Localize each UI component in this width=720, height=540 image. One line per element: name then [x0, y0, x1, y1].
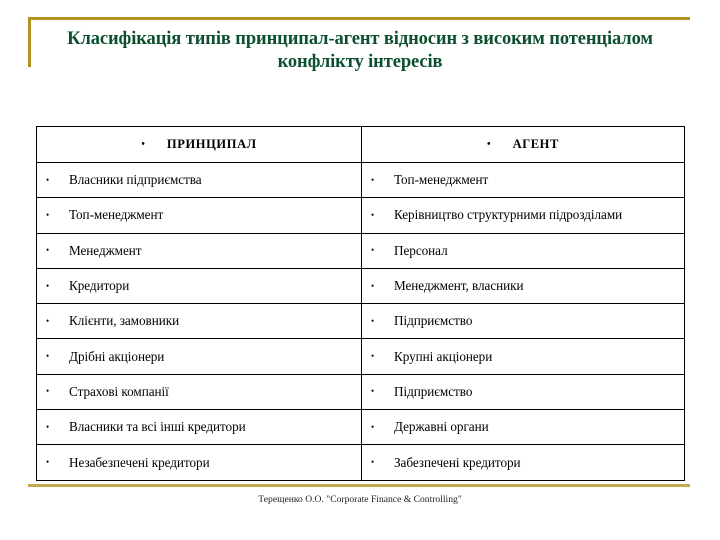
slide-title: Класифікація типів принципал-агент відносин з високим потенціалом конфлікту інтересів — [67, 29, 653, 72]
bullet-icon: • — [46, 174, 50, 185]
bullet-icon: • — [371, 315, 375, 326]
cell-agent-label: Підприємство — [394, 383, 473, 399]
column-header-principal — [37, 127, 362, 163]
bullet-icon: • — [46, 386, 50, 397]
column-header-agent — [362, 127, 685, 163]
cell-agent-label: Підприємство — [394, 313, 473, 329]
cell-agent-label: Топ-менеджмент — [394, 172, 489, 188]
table-row — [37, 163, 685, 198]
cell-principal-label: Страхові компанії — [69, 383, 169, 399]
decorative-rule-bottom — [28, 484, 690, 487]
cell-principal-label: Кредитори — [69, 278, 130, 294]
table-row — [37, 410, 685, 445]
cell-principal — [37, 268, 362, 303]
cell-principal-label: Незабезпечені кредитори — [69, 454, 210, 470]
bullet-icon: • — [371, 280, 375, 291]
cell-principal-label: Власники підприємства — [69, 172, 202, 188]
bullet-icon: • — [371, 245, 375, 256]
cell-principal-label: Менеджмент — [69, 242, 142, 258]
table-row — [37, 445, 685, 480]
cell-agent — [362, 304, 685, 339]
table-head — [37, 127, 685, 163]
table-row — [37, 233, 685, 268]
bullet-icon: • — [371, 457, 375, 468]
cell-agent — [362, 339, 685, 374]
cell-agent-label: Крупні акціонери — [394, 348, 493, 364]
bullet-icon: • — [371, 421, 375, 432]
bullet-icon: • — [371, 174, 375, 185]
table-row — [37, 304, 685, 339]
table-row — [37, 198, 685, 233]
table-row — [37, 268, 685, 303]
table-row — [37, 339, 685, 374]
bullet-icon: • — [46, 421, 50, 432]
decorative-rule-top — [28, 17, 690, 20]
table-body — [37, 163, 685, 481]
cell-principal-label: Топ-менеджмент — [69, 207, 164, 223]
principal-agent-table — [36, 126, 685, 481]
bullet-icon: • — [46, 280, 50, 291]
cell-principal — [37, 198, 362, 233]
cell-agent-label: Забезпечені кредитори — [394, 454, 521, 470]
bullet-icon: • — [46, 245, 50, 256]
bullet-icon: • — [46, 351, 50, 362]
cell-agent — [362, 374, 685, 409]
cell-agent — [362, 445, 685, 480]
slide-footer: Терещенко О.О. "Corporate Finance & Controlling" — [258, 494, 462, 505]
cell-principal-label: Клієнти, замовники — [69, 313, 180, 329]
table-row — [37, 374, 685, 409]
column-header-principal-label: ПРИНЦИПАЛ — [166, 137, 257, 151]
bullet-icon: • — [487, 138, 491, 150]
cell-agent-label: Керівництво структурними підрозділами — [394, 207, 623, 223]
cell-principal — [37, 339, 362, 374]
bullet-icon: • — [371, 386, 375, 397]
cell-principal — [37, 233, 362, 268]
cell-principal — [37, 410, 362, 445]
bullet-icon: • — [46, 315, 50, 326]
cell-principal-label: Власники та всі інші кредитори — [69, 419, 246, 435]
decorative-rule-left — [28, 17, 31, 67]
cell-agent-label: Менеджмент, власники — [394, 278, 524, 294]
table-header-row — [37, 127, 685, 163]
cell-principal — [37, 163, 362, 198]
column-header-agent-label: АГЕНТ — [512, 137, 559, 151]
cell-principal-label: Дрібні акціонери — [69, 348, 165, 364]
cell-agent — [362, 163, 685, 198]
cell-agent — [362, 410, 685, 445]
cell-principal — [37, 304, 362, 339]
bullet-icon: • — [46, 209, 50, 220]
cell-agent — [362, 233, 685, 268]
cell-principal — [37, 374, 362, 409]
bullet-icon: • — [46, 457, 50, 468]
cell-agent — [362, 268, 685, 303]
bullet-icon: • — [141, 138, 145, 150]
cell-agent-label: Державні органи — [394, 419, 489, 435]
bullet-icon: • — [371, 209, 375, 220]
bullet-icon: • — [371, 351, 375, 362]
cell-principal — [37, 445, 362, 480]
cell-agent — [362, 198, 685, 233]
cell-agent-label: Персонал — [394, 242, 448, 258]
